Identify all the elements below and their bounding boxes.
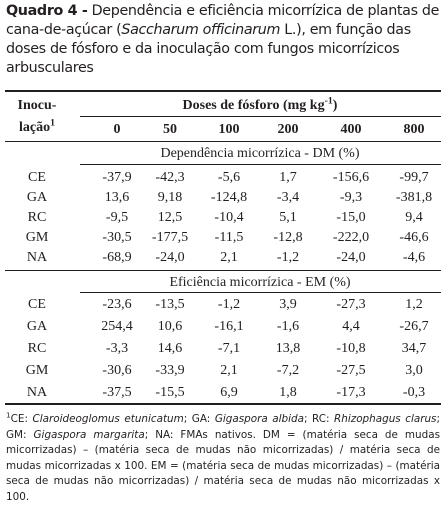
em-cell: 2,1 xyxy=(220,363,238,378)
em-cell: 3,0 xyxy=(405,363,423,378)
dm-cell: -4,6 xyxy=(402,250,426,265)
em-cell: 3,9 xyxy=(279,297,297,312)
section-dm-title: Dependência micorrízica - DM (%) xyxy=(160,146,360,161)
caption-text-end: L.), em função das doses de fósforo e da inoculação com fungos micorrízicos arbusculares xyxy=(6,22,411,76)
em-row-label: GM xyxy=(25,363,49,378)
dm-cell: -24,0 xyxy=(155,250,185,265)
em-cell: -37,5 xyxy=(102,385,132,400)
em-cell: 4,4 xyxy=(342,319,360,334)
dose-header-200: 200 xyxy=(277,122,299,137)
section-dm-rule xyxy=(80,164,441,165)
dm-cell: -15,0 xyxy=(336,210,366,225)
dm-cell: -222,0 xyxy=(332,230,370,245)
em-cell: -17,3 xyxy=(336,385,366,400)
em-cell: -1,6 xyxy=(276,319,300,334)
em-cell: 34,7 xyxy=(401,341,427,356)
em-cell: -16,1 xyxy=(214,319,244,334)
dm-cell: -9,5 xyxy=(105,210,129,225)
em-cell: 254,4 xyxy=(101,319,133,334)
em-row-label: GA xyxy=(26,319,48,334)
footnote-rc-species: Rhizophagus clarus xyxy=(334,413,437,425)
em-cell: -33,9 xyxy=(155,363,185,378)
em-cell: -23,6 xyxy=(102,297,132,312)
doses-header-sup: -1 xyxy=(324,95,333,107)
dm-cell: -381,8 xyxy=(395,190,433,205)
dm-cell: -177,5 xyxy=(151,230,189,245)
em-cell: 13,8 xyxy=(275,341,301,356)
em-cell: 1,8 xyxy=(279,385,297,400)
em-cell: -1,2 xyxy=(217,297,241,312)
em-row-label: NA xyxy=(26,385,48,400)
doses-header xyxy=(80,95,440,114)
caption-label: Quadro 4 - xyxy=(6,3,88,19)
doses-header-text: Doses de fósforo (mg kg xyxy=(182,98,325,113)
row-header-sup: 1 xyxy=(50,117,55,129)
dose-header-800: 800 xyxy=(403,122,425,137)
dm-row-label: GM xyxy=(25,230,49,245)
dm-cell: -12,8 xyxy=(273,230,303,245)
em-cell: -13,5 xyxy=(155,297,185,312)
dm-cell: -37,9 xyxy=(102,170,132,185)
section-em-title: Eficiência micorrízica - EM (%) xyxy=(169,275,351,290)
doses-header-rule xyxy=(80,116,441,117)
dm-cell: 13,6 xyxy=(104,190,130,205)
dm-cell: 12,5 xyxy=(157,210,183,225)
footnote-ga-species: Gigaspora albida xyxy=(214,413,304,425)
em-cell: 10,6 xyxy=(157,319,183,334)
section-em-rule xyxy=(80,292,441,293)
row-header-line1: Inocu- xyxy=(17,98,57,113)
em-cell: -27,5 xyxy=(336,363,366,378)
dm-cell: -10,4 xyxy=(214,210,244,225)
dose-header-50: 50 xyxy=(163,122,177,137)
section-separator-rule xyxy=(5,270,441,271)
table-top-rule xyxy=(5,90,441,92)
dm-cell: -9,3 xyxy=(339,190,363,205)
footnote-ga-prefix: ; GA: xyxy=(183,413,215,425)
dm-row-label: CE xyxy=(28,170,46,185)
dm-cell: -42,3 xyxy=(155,170,185,185)
header-bottom-rule xyxy=(5,141,441,142)
em-cell: -26,7 xyxy=(399,319,429,334)
dm-cell: -11,5 xyxy=(214,230,244,245)
dm-cell: -46,6 xyxy=(399,230,429,245)
dm-row-label: GA xyxy=(26,190,48,205)
em-cell: -30,6 xyxy=(102,363,132,378)
doses-header-close: ) xyxy=(332,98,338,113)
em-cell: 6,9 xyxy=(220,385,238,400)
footnote-gm-species: Gigaspora margarita xyxy=(33,428,145,441)
dm-cell: 1,7 xyxy=(279,170,297,185)
table-caption xyxy=(6,2,440,78)
dm-cell: -30,5 xyxy=(102,230,132,245)
dm-cell: -3,4 xyxy=(276,190,300,205)
dm-row-label: RC xyxy=(27,210,47,225)
dose-header-100: 100 xyxy=(218,122,240,137)
row-header-line2 xyxy=(5,117,69,136)
em-cell: -10,8 xyxy=(336,341,366,356)
em-cell: 14,6 xyxy=(157,341,183,356)
dm-cell: -1,2 xyxy=(276,250,300,265)
dm-cell: -5,6 xyxy=(217,170,241,185)
em-row-label: CE xyxy=(28,297,46,312)
footnote-sup: 1 xyxy=(6,410,11,420)
dm-cell: 2,1 xyxy=(220,250,238,265)
dm-cell: 9,18 xyxy=(157,190,183,205)
em-cell: -15,5 xyxy=(155,385,185,400)
footnote-gm-prefix: ; GM: xyxy=(6,413,440,441)
dm-cell: -156,6 xyxy=(332,170,370,185)
footnote-rc-prefix: ; RC: xyxy=(304,413,335,425)
table-footnote xyxy=(6,412,440,506)
dose-header-0: 0 xyxy=(113,122,121,137)
dm-cell: -124,8 xyxy=(210,190,248,205)
dm-cell: -99,7 xyxy=(399,170,429,185)
dm-cell: -68,9 xyxy=(102,250,132,265)
footnote-ce-prefix: CE: xyxy=(10,413,33,425)
footnote-rest: ; NA: FMAs nativos. DM = (matéria seca de mudas micorrizadas) – (matéria seca de mudas não micorrizadas) / matéria seca de mudas micorrizadas x 100. EM = (matéria seca de mudas micorrizadas) – (matéria seca de mudas não micorrizadas) / matéria seca de mudas não micorrizadas x 100. xyxy=(6,428,440,503)
dose-header-400: 400 xyxy=(340,122,362,137)
caption-species: Saccharum officinarum xyxy=(121,22,281,38)
dm-cell: 5,1 xyxy=(279,210,297,225)
em-cell: -27,3 xyxy=(336,297,366,312)
caption-text-start: Dependência e eficiência micorrízica de plantas de cana-de-açúcar ( xyxy=(6,3,440,38)
dm-cell: -24,0 xyxy=(336,250,366,265)
dm-cell: 9,4 xyxy=(405,210,423,225)
footnote-ce-species: Claroideoglomus etunicatum xyxy=(32,413,184,425)
em-row-label: RC xyxy=(27,341,47,356)
table-bottom-rule xyxy=(5,403,441,405)
row-header-line2-text: lação xyxy=(18,120,51,135)
em-cell: -7,1 xyxy=(217,341,241,356)
em-cell: -0,3 xyxy=(402,385,426,400)
em-cell: -3,3 xyxy=(105,341,129,356)
em-cell: 1,2 xyxy=(405,297,423,312)
em-cell: -7,2 xyxy=(276,363,300,378)
dm-row-label: NA xyxy=(26,250,48,265)
